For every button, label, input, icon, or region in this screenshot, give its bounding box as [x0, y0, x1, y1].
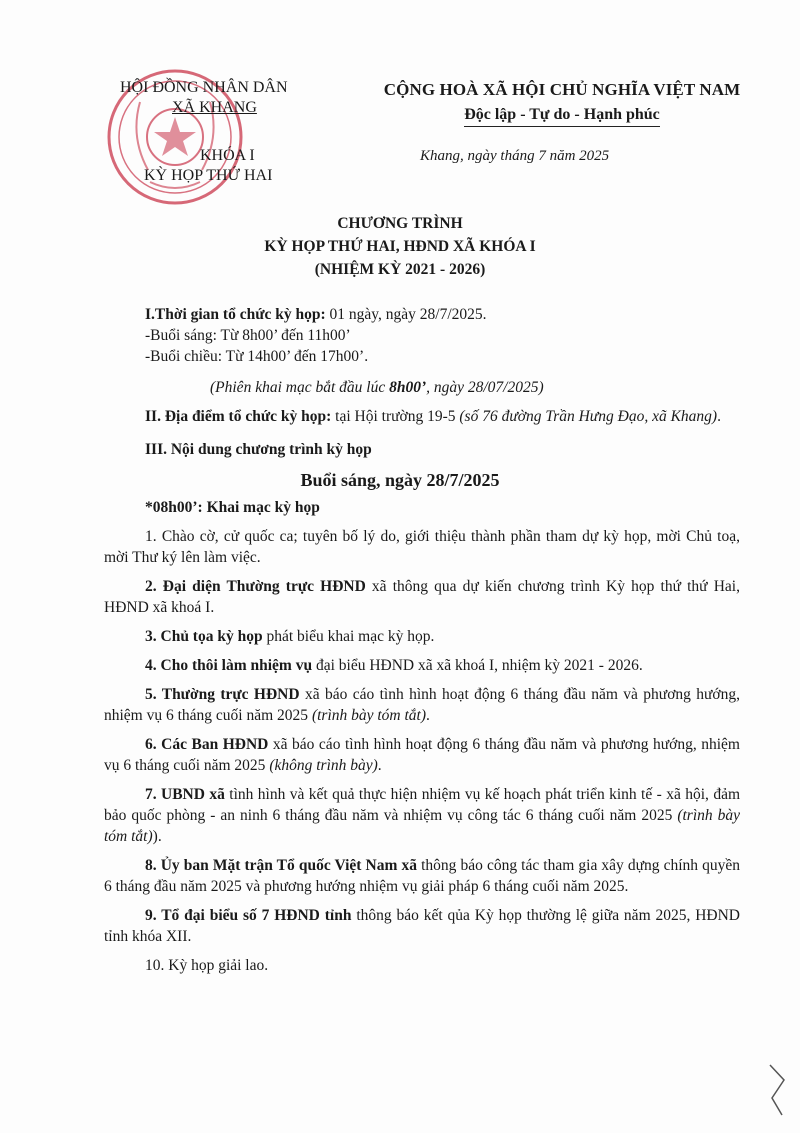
agenda-item-5: 5. Thường trực HĐND xã báo cáo tình hình hoạt động 6 tháng đầu năm và phương hướng, nhiệm vụ 6 tháng cuối năm 2025 (trình bày tóm tắt). — [104, 686, 741, 724]
date-line: Khang, ngày tháng 7 năm 2025 — [420, 148, 610, 164]
afternoon-time: -Buổi chiều: Từ 14h00’ đến 17h00’. — [145, 348, 369, 365]
title-line-2: KỲ HỌP THỨ HAI, HĐND XÃ KHÓA I — [264, 238, 536, 255]
opening-note-end: , ngày 28/07/2025) — [426, 379, 544, 396]
session-name: KỲ HỌP THỨ HAI — [144, 167, 273, 184]
opening-note-text: (Phiên khai mạc bắt đầu lúc — [210, 379, 390, 396]
opening-note — [0, 377, 800, 398]
agenda-item-8: 8. Ủy ban Mặt trận Tổ quốc Việt Nam xã thông báo công tác tham gia xây dựng chính quyền 6 tháng đầu năm 2025 và phương hướng nhiệm vụ giải pháp 6 tháng cuối năm 2025. — [104, 857, 741, 895]
council-name: HỘI ĐỒNG NHÂN DÂN — [120, 79, 288, 96]
agenda-item-4: 4. Cho thôi làm nhiệm vụ đại biểu HĐND xã xã khoá I, nhiệm kỳ 2021 - 2026. — [145, 657, 643, 674]
document-title — [100, 212, 700, 281]
section-time — [0, 304, 800, 325]
section-location-label: II. Địa điểm tổ chức kỳ họp: — [145, 408, 332, 425]
council-term: KHÓA I — [200, 147, 255, 164]
section-location-value: tại Hội trường 19-5 — [331, 408, 460, 425]
agenda-item-2: 2. Đại diện Thường trực HĐND xã thông qua dự kiến chương trình Kỳ họp thứ thứ Hai, HĐND xã khoá I. — [104, 578, 740, 616]
commune-name: XÃ KHANG — [172, 99, 257, 116]
opening-note-time: 8h00’ — [389, 379, 427, 396]
section-time-value: 01 ngày, ngày 28/7/2025. — [325, 306, 487, 323]
agenda-item-7: 7. UBND xã tình hình và kết quả thực hiện nhiệm vụ kế hoạch phát triển kinh tế - xã hội, đảm bảo quốc phòng - an ninh 6 tháng đầu năm và nhiệm vụ công tác 6 tháng cuối năm 2025 (trình bày tóm tắt)). — [104, 786, 741, 845]
agenda-item-6: 6. Các Ban HĐND xã báo cáo tình hình hoạt động 6 tháng đầu năm và phương hướng, nhiệm vụ 6 tháng cuối năm 2025 (không trình bày). — [104, 736, 740, 774]
agenda-item-1: 1. Chào cờ, cử quốc ca; tuyên bố lý do, giới thiệu thành phần tham dự kỳ họp, mời Chủ toạ, mời Thư ký lên làm việc. — [104, 528, 740, 566]
agenda-item-10: 10. Kỳ họp giải lao. — [145, 957, 269, 974]
opening-time: *08h00’: Khai mạc kỳ họp — [145, 499, 320, 516]
title-line-3: (NHIỆM KỲ 2021 - 2026) — [314, 261, 486, 278]
section-time-label: I.Thời gian tổ chức kỳ họp: — [145, 306, 326, 323]
session-heading: Buổi sáng, ngày 28/7/2025 — [300, 470, 500, 490]
section-location-address: (số 76 đường Trần Hưng Đạo, xã Khang) — [459, 408, 718, 425]
section-content-label: III. Nội dung chương trình kỳ họp — [145, 441, 372, 458]
agenda-item-3: 3. Chủ tọa kỳ họp phát biểu khai mạc kỳ họp. — [145, 628, 435, 645]
national-header — [352, 80, 772, 127]
national-motto: Độc lập - Tự do - Hạnh phúc — [464, 106, 660, 127]
title-line-1: CHƯƠNG TRÌNH — [337, 215, 463, 232]
section-content — [0, 439, 800, 460]
national-title: CỘNG HOÀ XÃ HỘI CHỦ NGHĨA VIỆT NAM — [383, 80, 741, 99]
agenda-item-9: 9. Tổ đại biểu số 7 HĐND tỉnh thông báo kết qủa Kỳ họp thường lệ giữa năm 2025, HĐND tỉnh khóa XII. — [104, 907, 740, 945]
document-body — [0, 304, 800, 976]
section-location: II. Địa điểm tổ chức kỳ họp: tại Hội trường 19-5 (số 76 đường Trần Hưng Đạo, xã Khang). — [145, 408, 721, 425]
morning-time: -Buổi sáng: Từ 8h00’ đến 11h00’ — [145, 327, 351, 344]
initial-mark — [762, 1060, 792, 1120]
